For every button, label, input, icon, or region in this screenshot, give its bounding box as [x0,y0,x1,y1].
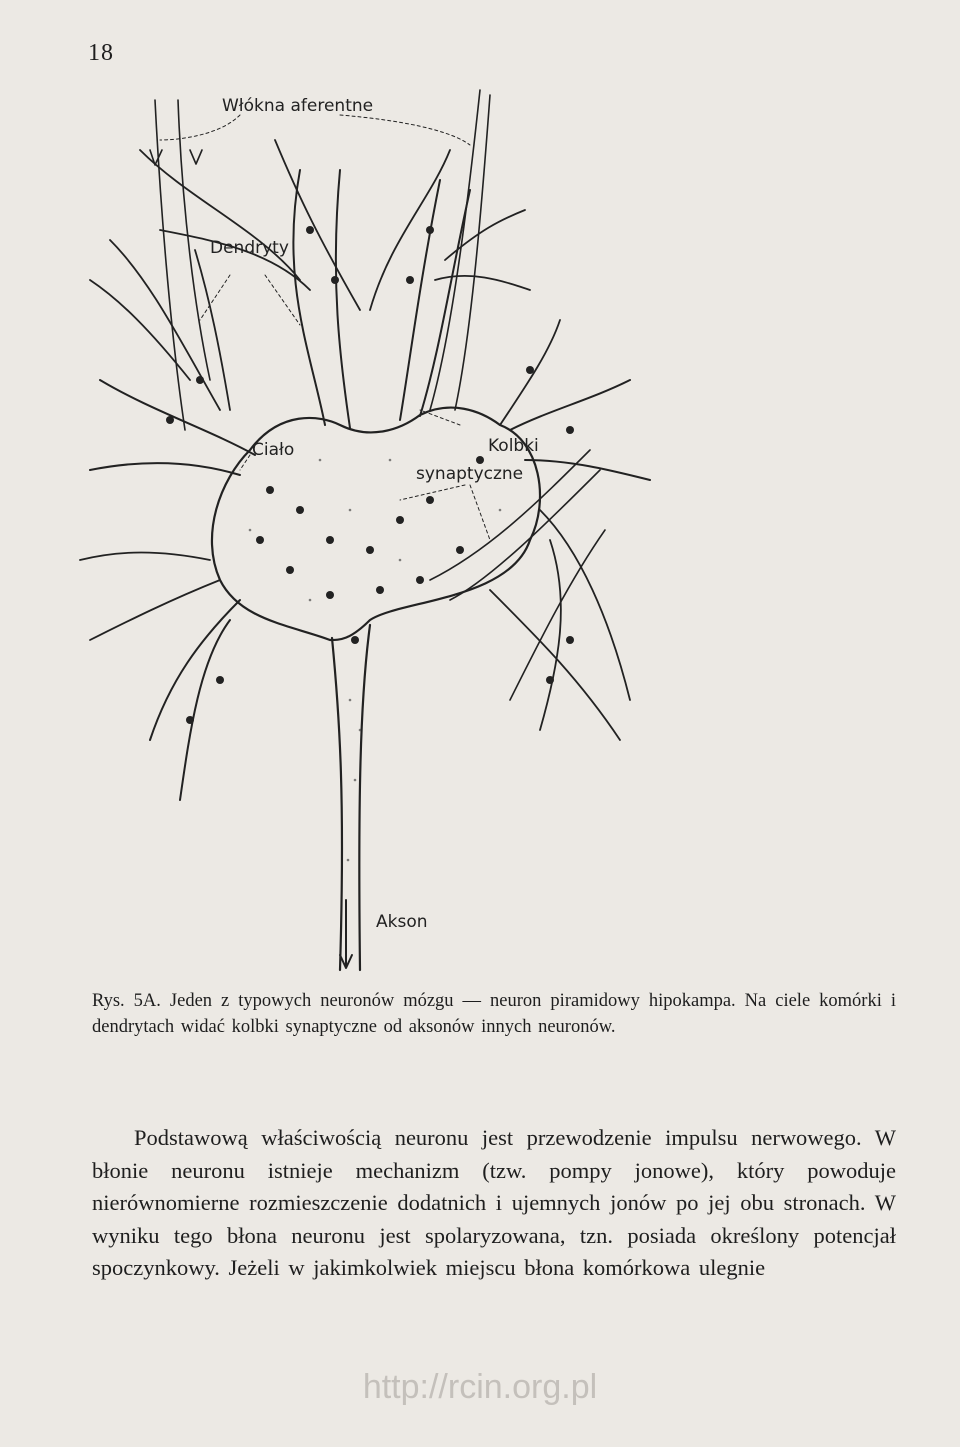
label-dendrites: Dendryty [210,238,289,258]
label-axon: Akson [376,912,428,932]
watermark-url: http://rcin.org.pl [362,1368,598,1406]
label-synaptic-boutons-2: synaptyczne [416,464,524,484]
page-number: 18 [88,40,114,66]
pyramidal-neuron-drawing [70,80,690,980]
label-afferent-fibers: Włókna aferentne [222,96,374,116]
body-paragraph: Podstawową właściwością neuronu jest przewodzenie impulsu nerwowego. W błonie neuronu istnieje mechanizm (tzw. pompy jonowe), który powoduje nierównomierne rozmieszczenie dodatnich i ujemnych jonów po jej obu stronach. W wyniku tego błona neuronu jest spolaryzowana, tzn. posiada określony potencjał spoczynkowy. Jeżeli w jakimkolwiek miejscu błona komórkowa ulegnie [92,1125,896,1280]
neuron-figure [70,80,690,980]
label-cell-body: Ciało [252,440,295,460]
figure-caption: Rys. 5A. Jeden z typowych neuronów mózgu — neuron piramidowy hipokampa. Na ciele komórki i dendrytach widać kolbki synaptyczne od aksonów innych neuronów. [92,991,896,1037]
label-synaptic-boutons-1: Kolbki [488,436,539,456]
